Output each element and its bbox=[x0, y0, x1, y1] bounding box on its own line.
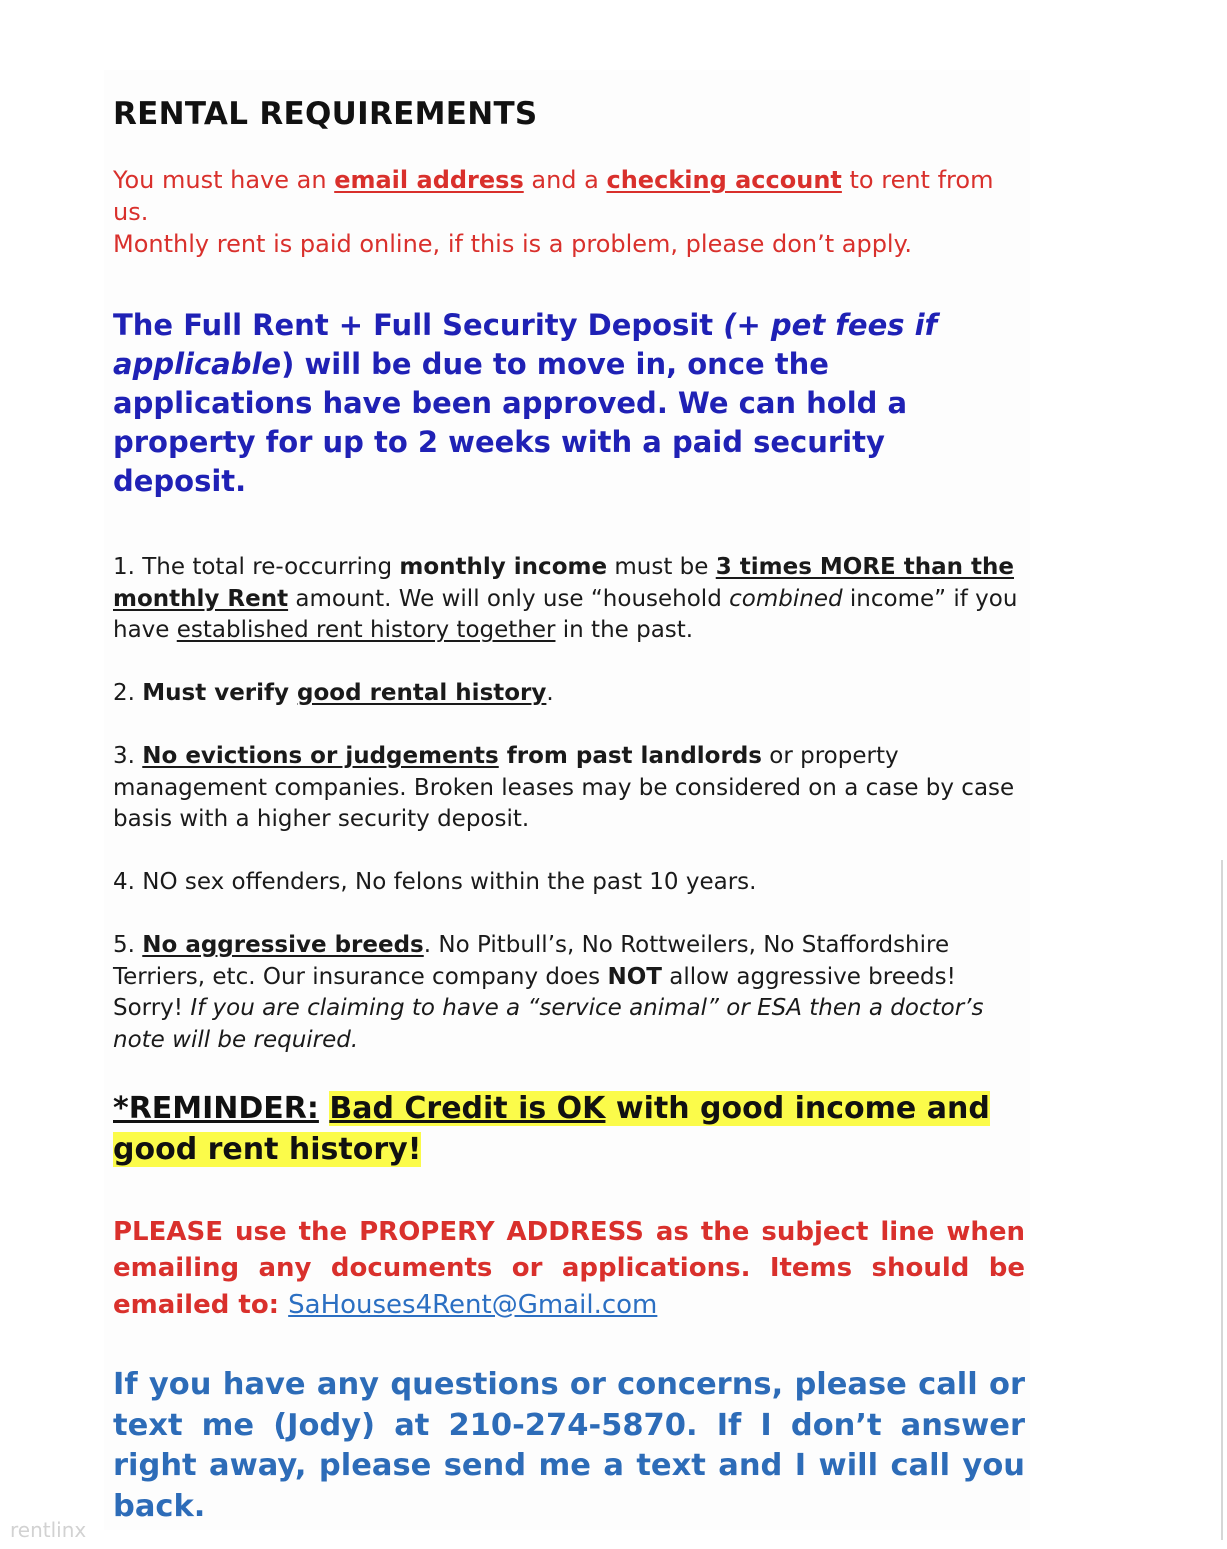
requirement-income: 1. The total re-occurring monthly income must be 3 times MORE than the monthly Rent amount. We will only use “household combined income” if you have established rent history together in the past. bbox=[113, 554, 1018, 643]
checking-account-emphasis: checking account bbox=[606, 166, 842, 194]
email-checking-notice: You must have an email address and a checking account to rent from us. Monthly rent is paid online, if this is a problem, please don’t apply. bbox=[113, 166, 994, 258]
highlighted-reminder: Bad Credit is OK with good income and good rent history! bbox=[113, 1090, 990, 1167]
document-content bbox=[113, 96, 1025, 1527]
online-rent-notice: Monthly rent is paid online, if this is a problem, please don’t apply. bbox=[113, 230, 913, 258]
credit-reminder bbox=[113, 1088, 1025, 1170]
reminder-label: *REMINDER: bbox=[113, 1090, 319, 1126]
email-link[interactable]: SaHouses4Rent@Gmail.com bbox=[288, 1289, 658, 1320]
scrollbar-track[interactable] bbox=[1221, 860, 1223, 1540]
requirement-no-evictions: 3. No evictions or judgements from past landlords or property management companies. Broken leases may be considered on a case by case basis with a higher security deposit. bbox=[113, 743, 1015, 832]
requirements-list bbox=[113, 552, 1025, 1056]
requirement-no-offenders: 4. NO sex offenders, No felons within the past 10 years. bbox=[113, 869, 757, 895]
deposit-notice: The Full Rent + Full Security Deposit (+ pet fees if applicable) will be due to move in, once the applications have been approved. We can hold a property for up to 2 weeks with a paid security deposit. bbox=[113, 308, 938, 498]
rentlinx-watermark: rentlinx bbox=[10, 1518, 87, 1542]
subject-line-instructions: PLEASE use the PROPERY ADDRESS as the subject line when emailing any documents or applications. Items should be emailed to: SaHouses4Rent@Gmail.com bbox=[113, 1216, 1025, 1320]
contact-info: If you have any questions or concerns, please call or text me (Jody) at 210-274-5870. If I don’t answer right away, please send me a text and I will call you back. bbox=[113, 1367, 1025, 1524]
page-title: RENTAL REQUIREMENTS bbox=[113, 96, 538, 132]
email-address-emphasis: email address bbox=[334, 166, 524, 194]
requirement-rental-history: 2. Must verify good rental history. bbox=[113, 680, 554, 706]
requirement-no-aggressive-breeds: 5. No aggressive breeds. No Pitbull’s, No Rottweilers, No Staffordshire Terriers, etc. Our insurance company does NOT allow aggressive breeds! Sorry! If you are claiming to have a “service animal” or ESA then a doctor’s note will be required. bbox=[113, 932, 984, 1053]
